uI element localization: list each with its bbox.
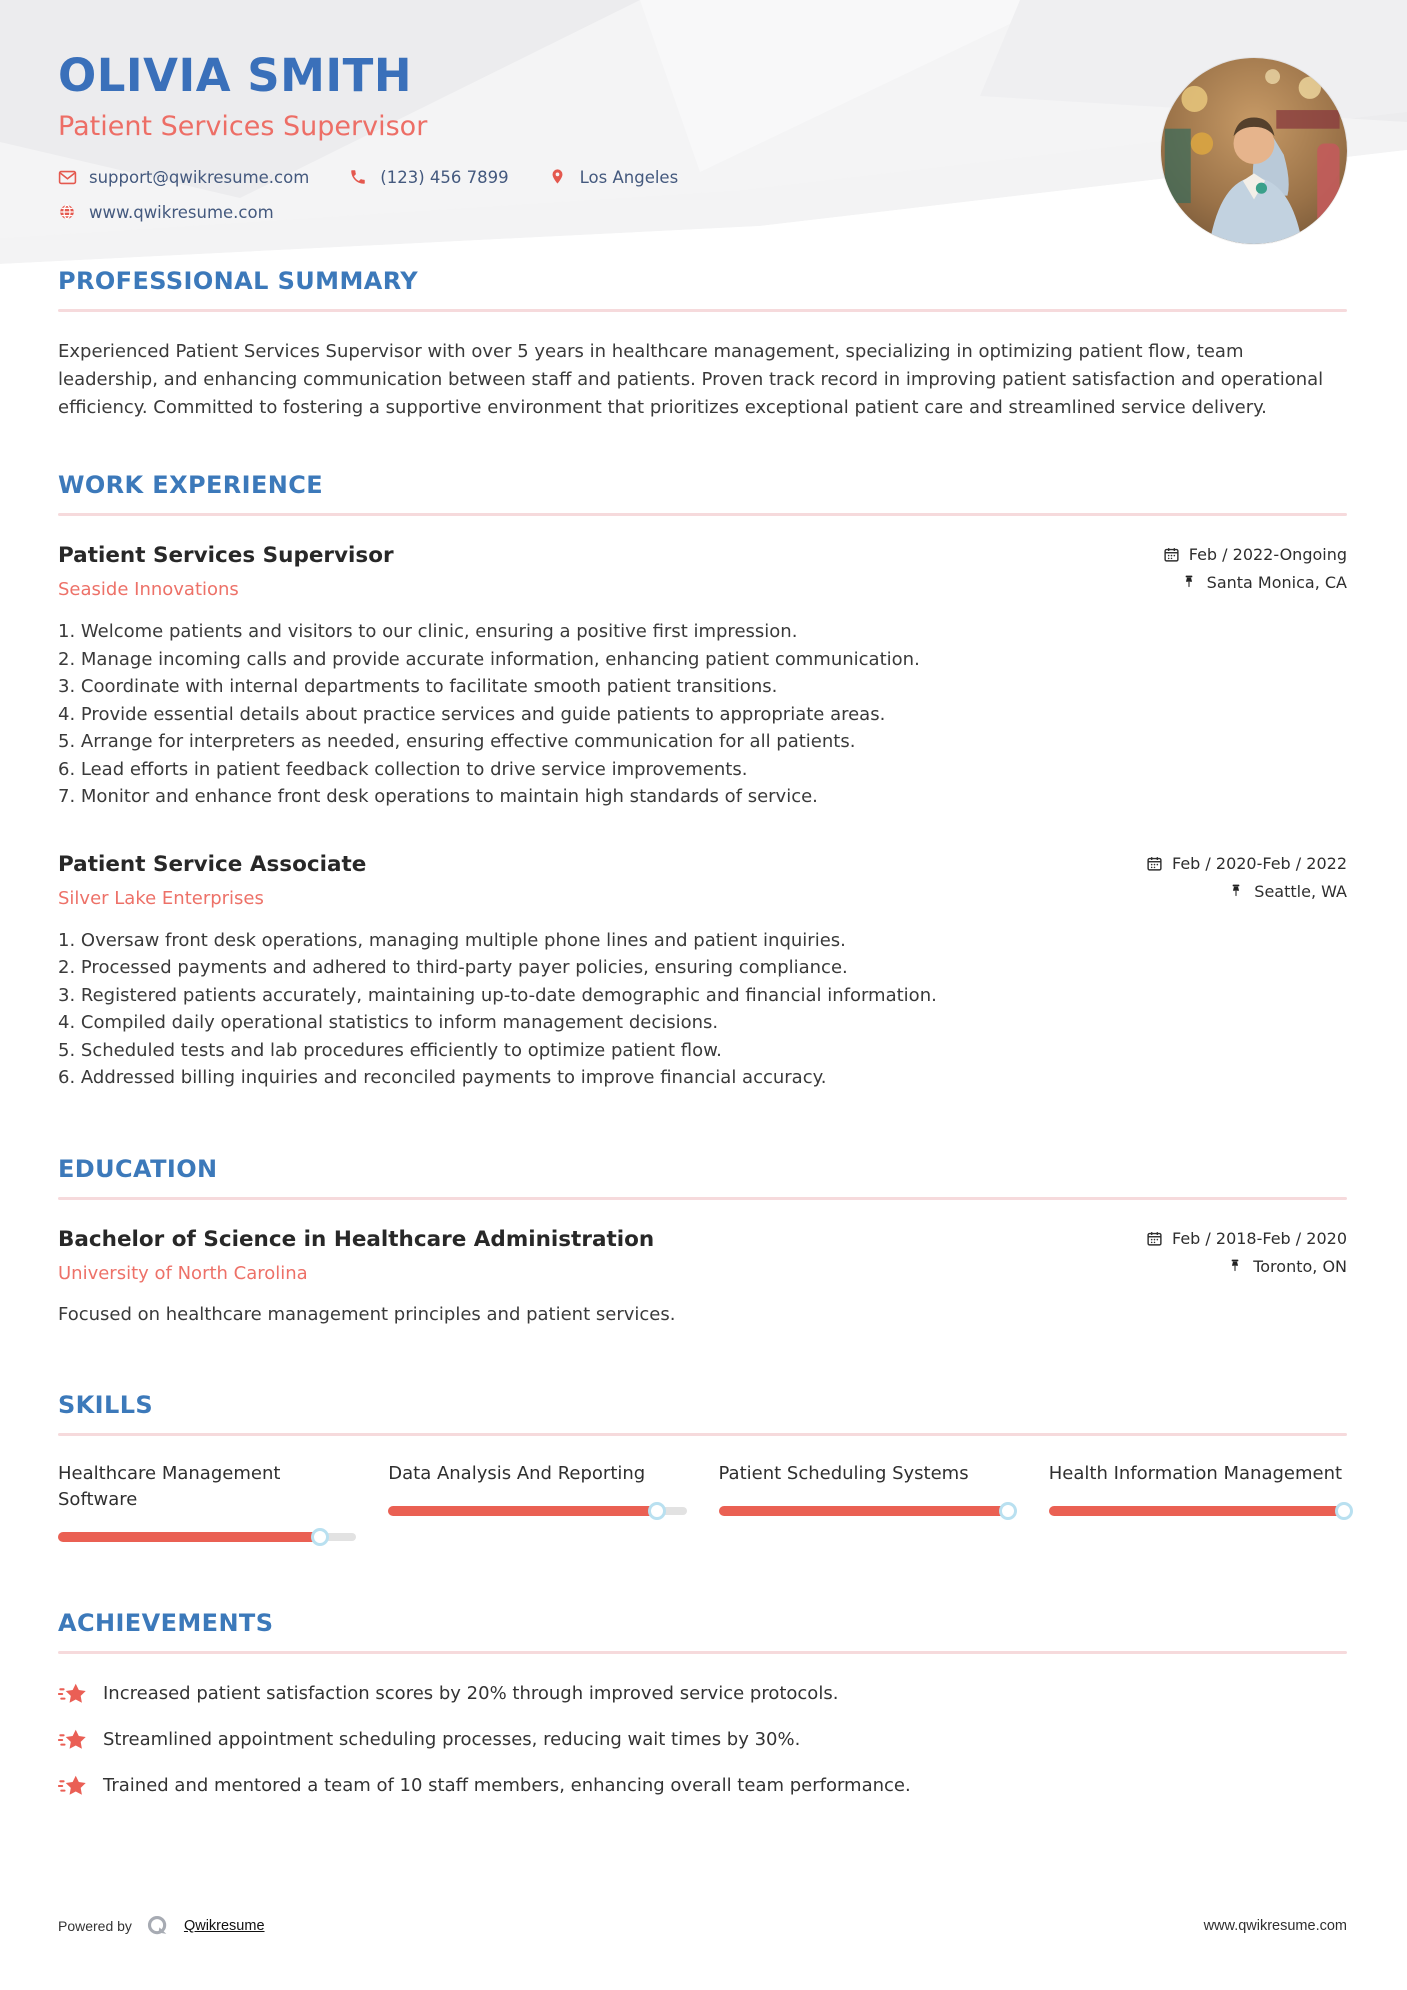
calendar-icon [1163, 546, 1180, 563]
achievements-heading: ACHIEVEMENTS [58, 1608, 274, 1637]
pushpin-icon [1181, 574, 1198, 591]
skill-item [58, 1461, 356, 1546]
contact-row-2 [58, 203, 1345, 222]
job-bullet: 1. Welcome patients and visitors to our clinic, ensuring a positive first impression. [58, 621, 798, 642]
pushpin-icon [1227, 1258, 1244, 1275]
qwikresume-link[interactable]: Qwikresume [183, 1918, 265, 1934]
job-bullet: 3. Registered patients accurately, maintaining up-to-date demographic and financial information. [58, 984, 937, 1006]
education-dates: Feb / 2018-Feb / 2020 [1172, 1228, 1347, 1248]
job-bullet: 2. Processed payments and adhered to third-party payer policies, ensuring compliance. [58, 957, 848, 978]
education-meta [1146, 1226, 1347, 1276]
section-divider [58, 1433, 1347, 1436]
achievement-text: Streamlined appointment scheduling processes, reducing wait times by 30%. [103, 1728, 801, 1750]
skill-label: Patient Scheduling Systems [718, 1462, 969, 1484]
job-bullet: 5. Scheduled tests and lab procedures efficiently to optimize patient flow. [58, 1039, 722, 1061]
section-divider [58, 309, 1347, 312]
section-divider [58, 1197, 1347, 1200]
skill-slider [1049, 1502, 1347, 1520]
school-name: University of North Carolina [58, 1262, 308, 1284]
education-entry [58, 1226, 1347, 1328]
section-education [58, 1154, 1347, 1328]
job-dates: Feb / 2020-Feb / 2022 [1172, 853, 1347, 873]
slider-handle[interactable] [1335, 1502, 1353, 1520]
job-meta [1163, 542, 1347, 592]
job-company: Silver Lake Enterprises [58, 887, 264, 909]
section-divider [58, 513, 1347, 516]
job-bullet: 5. Arrange for interpreters as needed, ensuring effective communication for all patients. [58, 731, 856, 752]
skills-heading: SKILLS [58, 1390, 154, 1419]
education-heading: EDUCATION [58, 1154, 218, 1183]
skill-label: Data Analysis And Reporting [388, 1462, 646, 1484]
location-text: Los Angeles [579, 168, 679, 187]
job-bullet: 6. Addressed billing inquiries and reconciled payments to improve financial accuracy. [58, 1067, 827, 1088]
section-skills [58, 1390, 1347, 1546]
phone-text: (123) 456 7899 [380, 168, 509, 187]
job-dates: Feb / 2022-Ongoing [1188, 545, 1347, 564]
q-logo-icon [146, 1914, 170, 1938]
section-professional-summary [58, 266, 1347, 422]
job-bullet: 6. Lead efforts in patient feedback collection to drive service improvements. [58, 758, 748, 780]
slider-handle[interactable] [999, 1502, 1017, 1520]
job-company: Seaside Innovations [58, 579, 239, 600]
job-bullet: 4. Compiled daily operational statistics to inform management decisions. [58, 1012, 719, 1033]
shooting-star-icon [58, 1727, 86, 1752]
shooting-star-icon [58, 1773, 86, 1798]
achievement-item [58, 1680, 1347, 1707]
job-title: Patient Services Supervisor [58, 543, 394, 568]
job-bullet: 7. Monitor and enhance front desk operations to maintain high standards of service. [58, 786, 818, 807]
skill-label: Healthcare Management Software [58, 1462, 281, 1510]
education-description: Focused on healthcare management principles and patient services. [58, 1303, 676, 1325]
achievement-text: Increased patient satisfaction scores by 20% through improved service protocols. [103, 1682, 839, 1704]
slider-handle[interactable] [311, 1528, 329, 1546]
job-title: Patient Service Associate [58, 851, 367, 877]
envelope-icon [58, 168, 77, 187]
job-location: Santa Monica, CA [1206, 573, 1347, 592]
job-meta [1146, 851, 1347, 901]
achievement-item [58, 1726, 1347, 1753]
candidate-name: OLIVIA SMITH [58, 49, 413, 102]
location-item [549, 168, 679, 187]
section-divider [58, 1651, 1347, 1654]
website-link[interactable] [58, 203, 274, 222]
section-achievements [58, 1608, 1347, 1799]
summary-heading: PROFESSIONAL SUMMARY [58, 267, 419, 295]
summary-text: Experienced Patient Services Supervisor with over 5 years in healthcare management, specializing in optimizing patient flow, team leadership, and enhancing communication between staff and patients. Proven track record in improving patient satisfaction and operational efficiency. Committed to fostering a supportive environment that prioritizes exceptional patient care and streamlined service delivery. [58, 341, 1324, 418]
job-bullet-list [58, 927, 1347, 1092]
email-text: support@qwikresume.com [89, 168, 310, 187]
achievement-item [58, 1772, 1347, 1799]
slider-fill [719, 1506, 1008, 1516]
resume-body [0, 266, 1407, 1799]
footer-website: www.qwikresume.com [1203, 1918, 1347, 1934]
website-text: www.qwikresume.com [89, 203, 274, 222]
skill-item [719, 1461, 1017, 1520]
slider-fill [388, 1506, 656, 1516]
pushpin-icon [1228, 883, 1245, 900]
skill-slider [719, 1502, 1017, 1520]
skills-grid [58, 1461, 1347, 1546]
calendar-icon [1146, 855, 1163, 872]
achievements-list [58, 1680, 1347, 1799]
resume-header [0, 0, 1407, 222]
profile-photo [1161, 58, 1347, 244]
job-location: Seattle, WA [1254, 881, 1347, 901]
skill-slider [388, 1502, 686, 1520]
job-entry-2 [58, 851, 1347, 1092]
page-footer [58, 1914, 1347, 1938]
globe-icon [58, 203, 77, 222]
degree-title: Bachelor of Science in Healthcare Administration [58, 1226, 655, 1252]
skill-label: Health Information Management [1048, 1462, 1343, 1484]
calendar-icon [1146, 1230, 1163, 1247]
education-location: Toronto, ON [1253, 1256, 1347, 1276]
candidate-title: Patient Services Supervisor [58, 111, 428, 142]
job-bullet: 3. Coordinate with internal departments to facilitate smooth patient transitions. [58, 676, 778, 697]
contact-row-1 [58, 168, 1345, 187]
email-link[interactable] [58, 168, 309, 187]
job-bullet: 2. Manage incoming calls and provide accurate information, enhancing patient communication. [58, 648, 920, 670]
section-work-experience [58, 470, 1347, 1092]
achievement-text: Trained and mentored a team of 10 staff members, enhancing overall team performance. [103, 1774, 911, 1796]
slider-handle[interactable] [648, 1502, 666, 1520]
skill-slider [58, 1528, 356, 1546]
shooting-star-icon [58, 1681, 86, 1706]
skill-item [388, 1461, 686, 1520]
job-entry-1 [58, 542, 1347, 811]
experience-heading: WORK EXPERIENCE [58, 471, 324, 499]
slider-fill [1049, 1506, 1344, 1516]
job-bullet: 4. Provide essential details about practice services and guide patients to appropriate areas. [58, 703, 886, 725]
job-bullet-list [58, 618, 1347, 811]
phone-icon [349, 168, 368, 187]
phone-link[interactable] [349, 168, 508, 187]
job-bullet: 1. Oversaw front desk operations, managing multiple phone lines and patient inquiries. [58, 929, 846, 951]
slider-fill [58, 1532, 320, 1542]
pin-icon [549, 168, 568, 187]
powered-by-label: Powered by [58, 1918, 132, 1934]
skill-item [1049, 1461, 1347, 1520]
